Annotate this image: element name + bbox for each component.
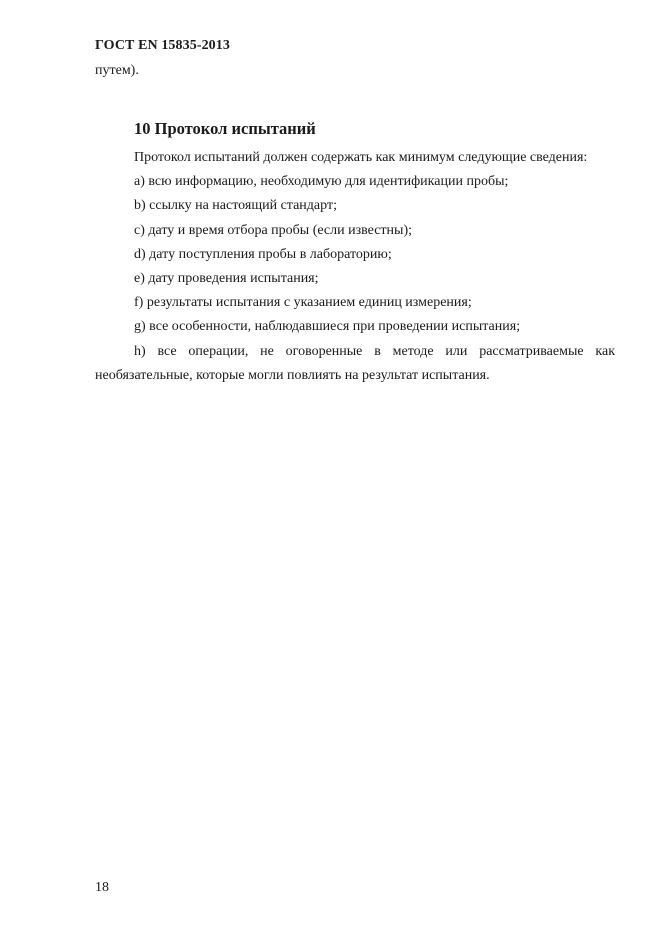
list-item: d) дату поступления пробы в лабораторию; [134,246,392,262]
document-header-code: ГОСТ EN 15835-2013 [95,38,230,53]
section-body [95,146,615,388]
section-intro: Протокол испытаний должен содержать как минимум следующие сведения: [134,150,588,165]
list-item: f) результаты испытания с указанием единиц измерения; [134,295,472,311]
list-item: h) все операции, не оговоренные в методе или рассматриваемые как необязательные, которые могли повлиять на результат испытания. [95,343,615,383]
list-item: с) дату и время отбора пробы (если известны); [134,222,413,238]
list-item: b) ссылку на настоящий стандарт; [134,198,337,214]
section-title: 10 Протокол испытаний [134,119,316,138]
list-item: g) все особенности, наблюдавшиеся при проведении испытания; [134,319,521,335]
list-item: е) дату проведения испытания; [134,271,319,287]
page-number: 18 [95,880,109,895]
list-item: а) всю информацию, необходимую для идентификации пробы; [134,174,509,190]
continuation-text: путем). [95,63,139,78]
